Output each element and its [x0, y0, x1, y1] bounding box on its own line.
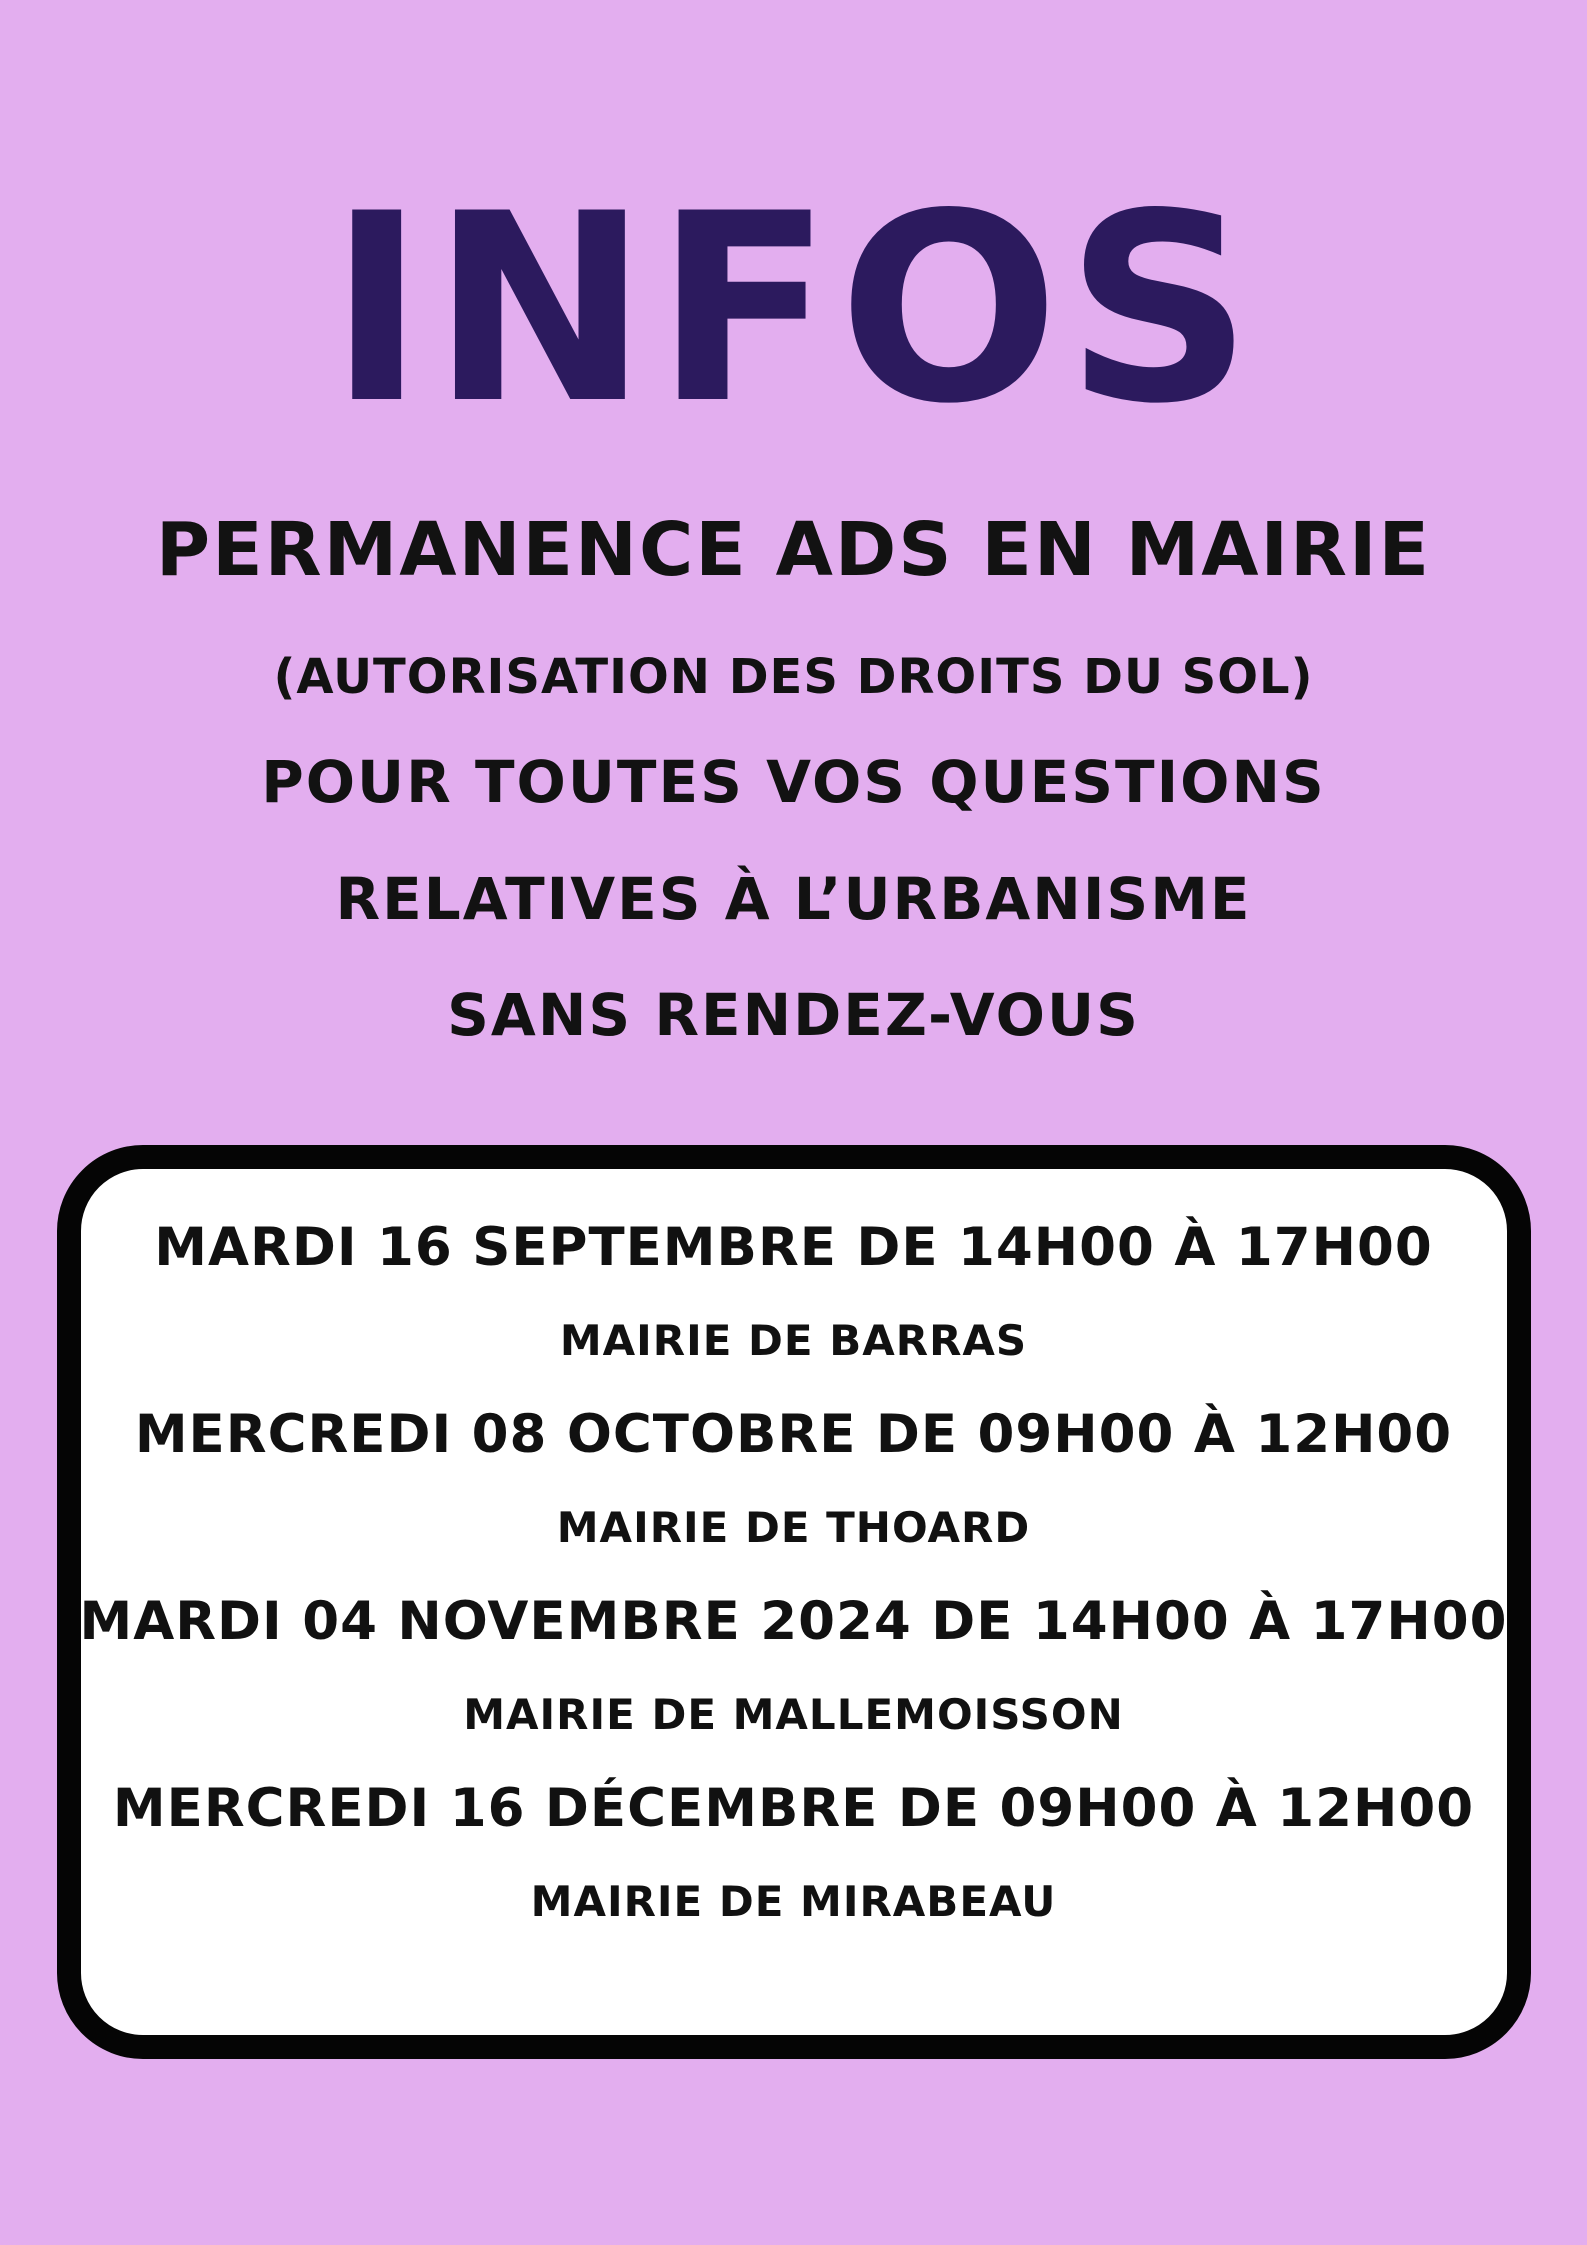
schedule-date: MERCREDI 08 OCTOBRE DE 09H00 À 12H00 — [134, 1404, 1453, 1465]
schedule-date: MARDI 04 NOVEMBRE 2024 DE 14H00 À 17H00 — [79, 1591, 1508, 1652]
schedule-place: MAIRIE DE MIRABEAU — [530, 1877, 1057, 1926]
ads-definition: (AUTORISATION DES DROITS DU SOL) — [273, 649, 1314, 705]
no-appointment-note: SANS RENDEZ-VOUS — [447, 981, 1140, 1049]
schedule-place: MAIRIE DE THOARD — [556, 1503, 1031, 1552]
poster-title: INFOS — [328, 159, 1259, 461]
poster-subtitle: PERMANENCE ADS EN MAIRIE — [155, 507, 1432, 593]
schedule-place: MAIRIE DE BARRAS — [559, 1316, 1028, 1365]
schedule-place: MAIRIE DE MALLEMOISSON — [463, 1690, 1124, 1739]
schedule-date: MERCREDI 16 DÉCEMBRE DE 09H00 À 12H00 — [112, 1778, 1475, 1839]
questions-line-1: POUR TOUTES VOS QUESTIONS — [261, 748, 1326, 816]
schedule-date: MARDI 16 SEPTEMBRE DE 14H00 À 17H00 — [154, 1217, 1433, 1278]
questions-line-2: RELATIVES À L’URBANISME — [335, 865, 1252, 933]
